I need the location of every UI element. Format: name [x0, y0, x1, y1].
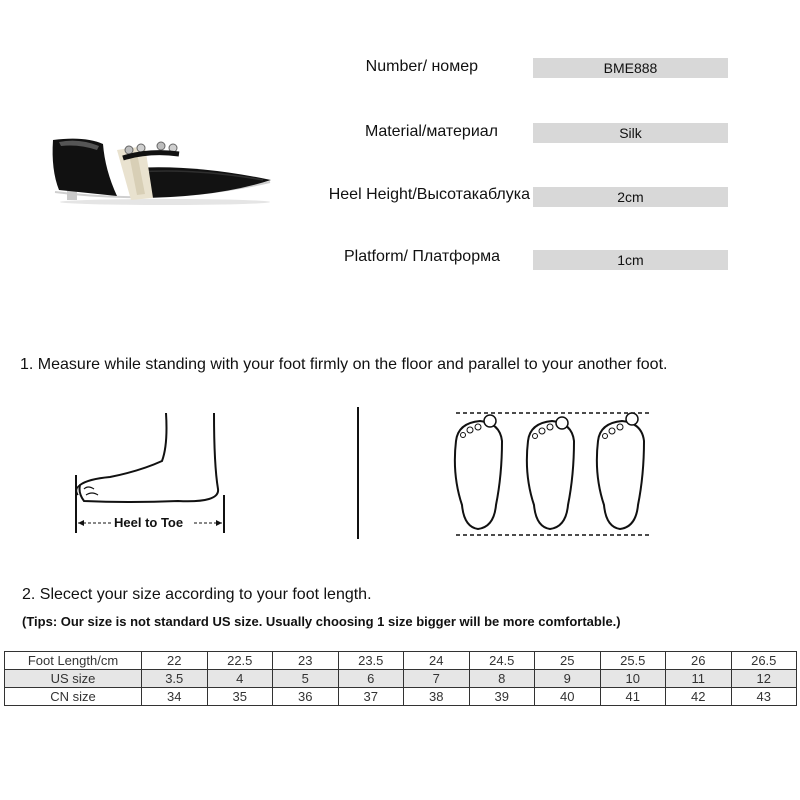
table-cell: 7: [404, 670, 470, 688]
table-cell: 43: [731, 688, 797, 706]
table-cell: 36: [273, 688, 339, 706]
table-cell: 34: [142, 688, 208, 706]
footprints-icon: [450, 405, 660, 540]
spec-value-number: BME888: [533, 58, 728, 78]
table-cell: 22.5: [207, 652, 273, 670]
table-cell: 40: [535, 688, 601, 706]
step-2-instruction: 2. Slecect your size according to your foot length.: [22, 586, 372, 603]
table-cell: 5: [273, 670, 339, 688]
heel-to-toe-label: Heel to Toe: [114, 515, 184, 530]
table-row: [5, 688, 797, 706]
table-cell: 10: [600, 670, 666, 688]
table-cell: 25: [535, 652, 601, 670]
table-cell: 8: [469, 670, 535, 688]
row-header-foot-length: Foot Length/cm: [5, 652, 142, 670]
table-cell: 23: [273, 652, 339, 670]
spec-value-material: Silk: [533, 123, 728, 143]
table-cell: 6: [338, 670, 404, 688]
table-row: [5, 652, 797, 670]
table-cell: 12: [731, 670, 797, 688]
spec-label-platform: Platform/ Платформа: [343, 248, 500, 265]
table-cell: 24: [404, 652, 470, 670]
side-foot-diagram: [70, 405, 230, 540]
table-row: [5, 670, 797, 688]
table-cell: 38: [404, 688, 470, 706]
table-cell: 26: [666, 652, 732, 670]
spec-value-platform: 1cm: [533, 250, 728, 270]
spec-value-heel-height: 2cm: [533, 187, 728, 207]
table-cell: 11: [666, 670, 732, 688]
spec-label-heel-height: Heel Height/Высотакаблука: [328, 186, 530, 203]
table-cell: 24.5: [469, 652, 535, 670]
row-header-cn-size: CN size: [5, 688, 142, 706]
table-cell: 39: [469, 688, 535, 706]
table-cell: 42: [666, 688, 732, 706]
table-cell: 4: [207, 670, 273, 688]
row-header-us-size: US size: [5, 670, 142, 688]
size-table: [4, 651, 797, 706]
table-cell: 25.5: [600, 652, 666, 670]
table-cell: 9: [535, 670, 601, 688]
table-cell: 3.5: [142, 670, 208, 688]
footprints-diagram: [450, 405, 660, 540]
table-cell: 41: [600, 688, 666, 706]
table-cell: 23.5: [338, 652, 404, 670]
table-cell: 26.5: [731, 652, 797, 670]
step-1-instruction: 1. Measure while standing with your foot firmly on the floor and parallel to your another foot.: [20, 356, 668, 373]
table-cell: 22: [142, 652, 208, 670]
spec-label-number: Number/ номер: [365, 58, 478, 75]
spec-label-material: Material/материал: [364, 123, 498, 140]
table-cell: 35: [207, 688, 273, 706]
diagram-divider: [357, 407, 359, 539]
table-cell: 37: [338, 688, 404, 706]
size-tips: (Tips: Our size is not standard US size. Usually choosing 1 size bigger will be more comfortable.): [22, 614, 621, 629]
